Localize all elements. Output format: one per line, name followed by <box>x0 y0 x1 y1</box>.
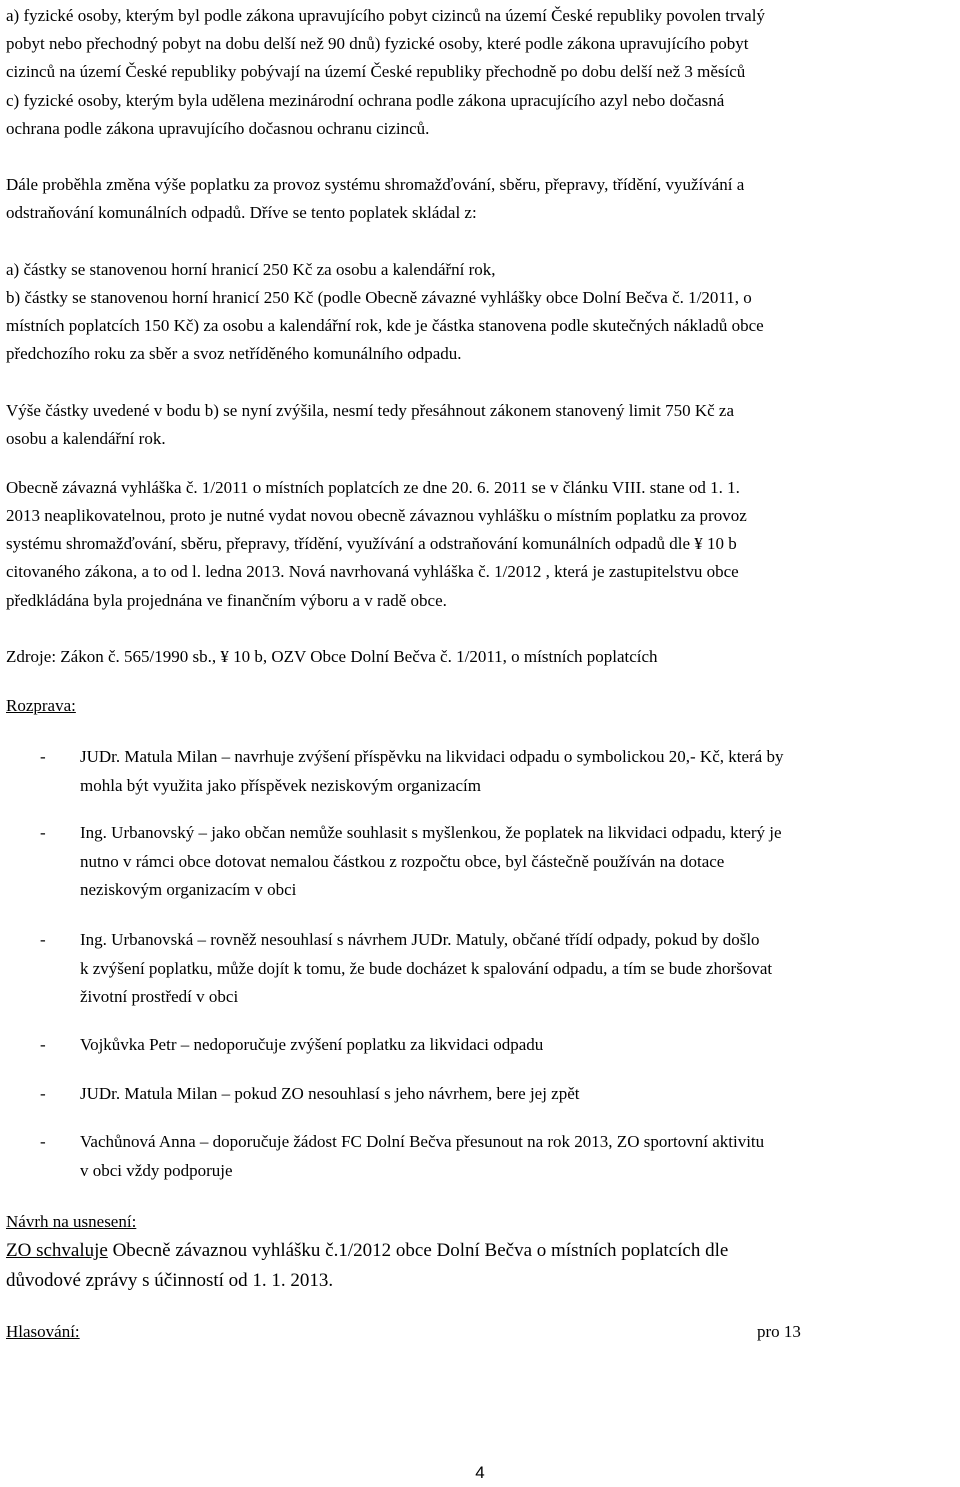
paragraph-line: Dále proběhla změna výše poplatku za provoz systému shromažďování, sběru, přepravy, třídění, využívání a <box>6 175 745 194</box>
paragraph-line: osobu a kalendářní rok. <box>6 429 166 448</box>
discussion-item-line: Ing. Urbanovský – jako občan nemůže souhlasit s myšlenkou, že poplatek na likvidaci odpadu, který je <box>80 823 782 842</box>
paragraph-line: ochrana podle zákona upravujícího dočasnou ochranu cizinců. <box>6 119 430 138</box>
page-number: 4 <box>475 1463 485 1482</box>
discussion-item-line: životní prostředí v obci <box>80 987 239 1006</box>
discussion-item-line: Ing. Urbanovská – rovněž nesouhlasí s návrhem JUDr. Matuly, občané třídí odpady, pokud by došlo <box>80 930 760 949</box>
discussion-item-line: v obci vždy podporuje <box>80 1160 233 1180</box>
discussion-heading: Rozprava: <box>6 696 76 715</box>
discussion-item-line: k zvýšení poplatku, může dojít k tomu, že bude docházet k spalování odpadu, a tím se bude zhoršovat <box>80 958 773 978</box>
paragraph-line: systému shromažďování, sběru, přepravy, třídění, využívání a odstraňování komunálních odpadů dle ¥ 10 b <box>6 534 737 553</box>
paragraph-line: odstraňování komunálních odpadů. Dříve se tento poplatek skládal z: <box>6 203 477 222</box>
paragraph-line: a) fyzické osoby, kterým byl podle zákona upravujícího pobyt cizinců na území České republiky povolen trvalý <box>6 6 765 25</box>
paragraph-line: cizinců na území České republiky pobývají na území České republiky přechodně po dobu delší než 3 měsíců <box>6 62 746 81</box>
resolution-text-line: Obecně závaznou vyhlášku č.1/2012 obce Dolní Bečva o místních poplatcích dle <box>107 1240 729 1261</box>
paragraph-line: Výše částky uvedené v bodu b) se nyní zvýšila, nesmí tedy přesáhnout zákonem stanovený limit 750 Kč za <box>6 401 734 420</box>
paragraph-line: b) částky se stanovenou horní hranicí 250 Kč (podle Obecně závazné vyhlášky obce Dolní Bečva č. 1/2011, o <box>6 288 752 307</box>
resolution-text-line: důvodové zprávy s účinností od 1. 1. 2013. <box>6 1270 334 1291</box>
discussion-item-line: JUDr. Matula Milan – pokud ZO nesouhlasí s jeho návrhem, bere jej zpět <box>80 1084 580 1103</box>
paragraph-line: a) částky se stanovenou horní hranicí 250 Kč za osobu a kalendářní rok, <box>6 260 496 279</box>
resolution-approve: ZO schvaluje <box>6 1240 108 1261</box>
discussion-item-line: neziskovým organizacím v obci <box>80 880 297 899</box>
paragraph-line: předkládána byla projednána ve finančním výboru a v radě obce. <box>6 591 447 610</box>
discussion-item-line: Vojkůvka Petr – nedoporučuje zvýšení poplatku za likvidaci odpadu <box>80 1035 544 1054</box>
paragraph-line: c) fyzické osoby, kterým byla udělena mezinárodní ochrana podle zákona upracujícího azyl nebo dočasná <box>6 91 725 110</box>
discussion-item-line: Vachůnová Anna – doporučuje žádost FC Dolní Bečva přesunout na rok 2013, ZO sportovní aktivitu <box>80 1132 765 1151</box>
sources-line: Zdroje: Zákon č. 565/1990 sb., ¥ 10 b, OZV Obce Dolní Bečva č. 1/2011, o místních poplatcích <box>6 647 658 666</box>
paragraph-line: předchozího roku za sběr a svoz netříděného komunálního odpadu. <box>6 344 462 363</box>
discussion-item-line: JUDr. Matula Milan – navrhuje zvýšení příspěvku na likvidaci odpadu o symbolickou 20,- Kč, která by <box>80 747 784 766</box>
voting-result: pro 13 <box>757 1322 801 1341</box>
bullet-dash: - <box>40 930 46 949</box>
bullet-dash: - <box>40 1035 46 1054</box>
paragraph-line: Obecně závazná vyhláška č. 1/2011 o místních poplatcích ze dne 20. 6. 2011 se v článku VIII. stane od 1. 1. <box>6 478 740 497</box>
paragraph-line: citovaného zákona, a to od l. ledna 2013. Nová navrhovaná vyhláška č. 1/2012 , která je zastupitelstvu obce <box>6 562 739 581</box>
resolution-text <box>6 1236 956 1265</box>
paragraph-line: místních poplatcích 150 Kč) za osobu a kalendářní rok, kde je částka stanovena podle skutečných nákladů obce <box>6 316 764 335</box>
discussion-item-line: mohla být využita jako příspěvek neziskovým organizacím <box>80 775 481 795</box>
bullet-dash: - <box>40 747 46 766</box>
paragraph-line: 2013 neaplikovatelnou, proto je nutné vydat novou obecně závaznou vyhlášku o místním poplatku za provoz <box>6 506 747 525</box>
discussion-item-line: nutno v rámci obce dotovat nemalou částkou z rozpočtu obce, byl částečně používán na dotace <box>80 851 725 871</box>
paragraph-line: pobyt nebo přechodný pobyt na dobu delší než 90 dnů) fyzické osoby, které podle zákona upravujícího pobyt <box>6 34 749 53</box>
bullet-dash: - <box>40 1132 46 1151</box>
bullet-dash: - <box>40 823 46 842</box>
resolution-heading: Návrh na usnesení: <box>6 1212 137 1231</box>
bullet-dash: - <box>40 1084 46 1103</box>
voting-heading: Hlasování: <box>6 1322 80 1341</box>
